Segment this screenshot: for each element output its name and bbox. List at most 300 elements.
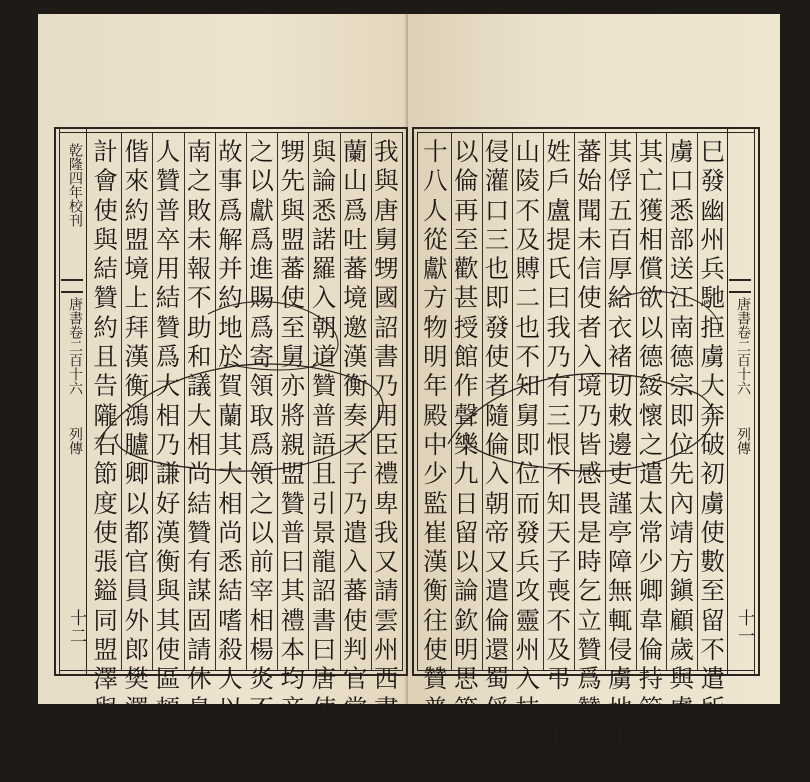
glyph: 以 [453,137,479,166]
right-text-frame [412,127,760,782]
glyph: 議 [186,371,212,401]
glyph: 思 [453,664,479,694]
glyph: 百 [607,224,633,254]
glyph: 位 [669,429,695,459]
glyph: 也 [546,722,571,752]
glyph: 報 [186,254,212,284]
glyph: 州 [515,635,541,665]
glyph: 偕 [124,137,150,166]
glyph: 西 [374,664,399,694]
glyph: 語 [311,429,337,459]
glyph: 尚 [218,517,243,547]
left_page-column-4 [279,137,307,752]
glyph: 德 [669,342,695,372]
glyph: 大 [218,459,243,489]
glyph: 爲 [249,224,274,254]
glyph: 陵 [515,166,541,196]
glyph: 度 [93,488,118,518]
glyph: 以 [124,488,150,518]
glyph: 喪 [546,576,571,606]
glyph: 作 [453,371,479,401]
glyph: 休 [186,664,212,694]
glyph: 賻 [515,254,541,284]
glyph: 不 [515,342,541,372]
glyph: 再 [453,195,479,225]
glyph: 朝 [484,488,510,518]
right-fish-tail-mark [729,279,751,293]
glyph: 與 [93,693,118,723]
glyph: 往 [423,605,448,635]
right_page-column-10 [421,137,449,782]
glyph: 諾 [311,224,337,254]
right-page [408,14,780,782]
left_page-column-1 [372,137,400,752]
glyph: 蕃 [342,576,368,606]
glyph: 隨 [484,400,510,430]
glyph: 破 [700,429,725,459]
glyph: 使 [155,635,181,665]
glyph: 內 [669,488,695,518]
glyph: 拒 [700,312,725,342]
glyph: 并 [218,254,243,284]
right_page-column-6 [545,137,573,752]
glyph: 地 [607,693,633,723]
glyph: 其 [280,576,306,606]
glyph: 普 [577,722,602,752]
glyph: 扶 [515,693,541,723]
glyph: 謙 [155,459,181,489]
glyph: 樊 [124,664,150,694]
left-margin-top-label: 乾隆四年校刊 [67,143,83,227]
glyph: 息 [186,693,212,723]
glyph: 官 [342,664,368,694]
glyph: 其 [607,137,633,166]
glyph: 又 [484,547,510,577]
glyph: 舅 [280,342,306,372]
glyph: 太 [638,488,664,518]
glyph: 贊 [93,283,118,313]
glyph: 地 [218,312,243,342]
glyph: 爲 [218,195,243,225]
glyph: 口 [484,195,510,225]
glyph: 贊 [155,722,181,752]
glyph: 殺 [218,635,243,665]
glyph: 是 [577,517,602,547]
glyph: 乃 [374,371,399,401]
glyph: 領 [249,371,274,401]
left_page-column-5 [248,137,276,752]
glyph: 大 [700,371,725,401]
glyph: 以 [638,312,664,342]
right-margin-title: 唐書卷二百十六 [735,297,751,395]
glyph: 炎 [249,664,274,694]
glyph: 乃 [155,429,181,459]
glyph: 數 [700,547,725,577]
glyph: 漢 [342,342,368,372]
glyph: 不 [546,459,571,489]
glyph: 南 [186,137,212,166]
glyph: 衡 [342,371,368,401]
glyph: 懷 [638,400,664,430]
glyph: 謹 [607,488,633,518]
glyph: 奔 [700,400,725,430]
glyph: 也 [484,254,510,284]
glyph: 曰 [280,547,306,577]
glyph: 宗 [669,371,695,401]
glyph: 相 [249,605,274,635]
glyph: 人 [218,664,243,694]
glyph: 書 [374,342,399,372]
glyph: 帝 [280,693,306,723]
glyph: 前 [249,547,274,577]
glyph: 盟 [280,224,306,254]
glyph: 且 [93,342,118,372]
glyph: 贊 [155,312,181,342]
glyph: 少 [638,547,664,577]
glyph: 至 [280,312,306,342]
glyph: 使 [93,195,118,225]
glyph: 侵 [484,137,510,166]
glyph: 上 [124,283,150,313]
glyph: 與 [155,576,181,606]
glyph: 倫 [453,166,479,196]
glyph: 一 [546,693,571,723]
glyph: 子 [342,459,368,489]
glyph: 於 [218,342,243,372]
glyph: 普 [280,517,306,547]
right_page-column-3 [637,137,665,752]
glyph: 之 [249,488,274,518]
glyph: 結 [155,283,181,313]
glyph: 盟 [93,635,118,665]
glyph: 爲 [124,722,150,752]
glyph: 山 [515,137,541,166]
glyph: 賀 [374,722,399,752]
glyph: 贊 [155,166,181,196]
glyph: 不 [515,195,541,225]
glyph: 及 [546,635,571,665]
glyph: 澤 [93,664,118,694]
glyph: 相 [218,488,243,518]
glyph: 蘭 [218,400,243,430]
glyph: 即 [669,400,695,430]
glyph: 右 [93,429,118,459]
glyph: 贊 [577,635,602,665]
glyph: 且 [311,459,337,489]
glyph: 與 [669,664,695,694]
glyph: 蕃 [342,254,368,284]
glyph: 邊 [607,429,633,459]
glyph: 贊 [577,693,602,723]
glyph: 顧 [669,605,695,635]
glyph: 五 [607,195,633,225]
glyph: 結 [93,254,118,284]
glyph: 賜 [249,283,274,313]
glyph: 羅 [311,254,337,284]
glyph: 江 [669,283,695,313]
glyph: 灌 [484,166,510,196]
glyph: 送 [669,254,695,284]
glyph: 障 [607,547,633,577]
glyph: 頰 [155,693,181,723]
glyph: 有 [546,371,571,401]
glyph: 用 [374,400,399,430]
glyph: 澤 [124,693,150,723]
glyph: 發 [484,312,510,342]
glyph: 提 [546,224,571,254]
glyph: 境 [577,371,602,401]
glyph: 漢 [423,547,448,577]
right_page-column-4 [606,137,634,752]
glyph: 本 [280,635,306,665]
glyph: 時 [577,547,602,577]
glyph: 常 [638,517,664,547]
glyph: 相 [186,429,212,459]
glyph: 故 [218,137,243,166]
glyph: 甥 [280,137,306,166]
glyph: 入 [311,283,337,313]
glyph: 詔 [374,312,399,342]
glyph: 與 [280,195,306,225]
glyph: 使 [700,517,725,547]
glyph: 雲 [374,605,399,635]
right_page-column-5 [575,137,603,752]
glyph: 子 [546,547,571,577]
left_page-column-7 [185,137,213,752]
glyph: 賀 [218,371,243,401]
glyph: 位 [515,459,541,489]
glyph: 用 [155,254,181,284]
glyph: 俘 [700,722,725,752]
right_page-column-9 [452,137,480,752]
glyph: 知 [515,371,541,401]
glyph: 留 [453,517,479,547]
glyph: 入 [515,664,541,694]
glyph: 贊 [423,664,448,694]
glyph: 蜀 [484,664,510,694]
glyph: 使 [423,635,448,665]
glyph: 鴻 [124,400,150,430]
glyph: 外 [124,605,150,635]
glyph: 俘 [484,693,510,723]
glyph: 悉 [218,547,243,577]
glyph: 猥 [423,722,448,752]
glyph: 欽 [453,605,479,635]
glyph: 龍 [311,547,337,577]
glyph: 卑 [374,488,399,518]
glyph: 甚 [453,283,479,313]
glyph: 衡 [423,576,448,606]
glyph: 普 [155,195,181,225]
glyph: 九 [453,459,479,489]
glyph: 五 [453,722,479,752]
right-folio-number: 十一 [734,609,754,645]
glyph: 我 [374,517,399,547]
glyph: 解 [218,224,243,254]
glyph: 蘭 [342,137,368,166]
glyph: 等 [453,693,479,723]
glyph: 亡 [638,166,664,196]
glyph: 給 [607,283,633,313]
glyph: 取 [249,400,274,430]
glyph: 倫 [484,429,510,459]
glyph: 文 [515,722,541,752]
glyph: 切 [607,371,633,401]
glyph: 發 [700,166,725,196]
glyph: 信 [577,254,602,284]
glyph: 德 [638,342,664,372]
glyph: 普 [423,693,448,723]
glyph: 鎰 [93,576,118,606]
glyph: 邊 [186,722,212,752]
glyph: 張 [93,547,118,577]
glyph: 确 [669,722,695,752]
glyph: 入 [577,342,602,372]
glyph: 衣 [607,312,633,342]
glyph: 天 [342,429,368,459]
glyph: 入 [342,547,368,577]
glyph: 兵 [700,254,725,284]
glyph: 曰 [311,635,337,665]
glyph: 至 [311,722,337,752]
glyph: 都 [124,517,150,547]
glyph: 授 [453,312,479,342]
glyph: 吐 [607,722,633,752]
glyph: 曰 [423,752,448,782]
glyph: 幽 [700,195,725,225]
glyph: 會 [93,166,118,196]
glyph: 境 [342,283,368,313]
glyph: 崔 [423,517,448,547]
glyph: 使 [280,283,306,313]
glyph: 天 [546,517,571,547]
glyph: 持 [638,664,664,694]
glyph: 虜 [669,693,695,723]
glyph: 聲 [453,400,479,430]
glyph: 亦 [280,371,306,401]
glyph: 好 [155,488,181,518]
glyph: 悉 [311,195,337,225]
glyph: 馳 [700,283,725,313]
glyph: 歲 [669,635,695,665]
right-margin-section: 列傳 [735,427,751,455]
glyph: 兵 [515,547,541,577]
glyph: 結 [93,722,118,752]
glyph: 使 [342,605,368,635]
glyph: 書 [311,605,337,635]
glyph: 三 [484,224,510,254]
right_page-column-2 [668,137,696,752]
glyph: 曰 [546,283,571,313]
glyph: 不 [546,605,571,635]
glyph: 靖 [669,517,695,547]
left-fish-tail-mark [61,279,83,293]
left_page-column-10 [92,137,120,752]
glyph: 侵 [607,635,633,665]
glyph: 不 [186,283,212,313]
glyph: 敕 [607,400,633,430]
glyph: 歸 [638,722,664,752]
glyph: 隴 [93,400,118,430]
glyph: 三 [546,400,571,430]
glyph: 留 [700,605,725,635]
glyph: 不 [700,635,725,665]
glyph: 之 [186,166,212,196]
glyph: 恨 [546,429,571,459]
glyph: 獲 [638,195,664,225]
glyph: 蕃 [280,254,306,284]
glyph: 州 [374,635,399,665]
glyph: 盧 [546,195,571,225]
glyph: 甥 [374,254,399,284]
glyph: 和 [186,342,212,372]
glyph: 州 [700,224,725,254]
glyph: 論 [453,576,479,606]
glyph: 還 [484,635,510,665]
glyph: 立 [577,605,602,635]
glyph: 明 [453,635,479,665]
glyph: 約 [93,312,118,342]
glyph: 人 [423,195,448,225]
glyph: 氏 [546,254,571,284]
glyph: 我 [546,312,571,342]
left_page-column-6 [216,137,244,752]
glyph: 奏 [342,400,368,430]
glyph: 卒 [155,224,181,254]
glyph: 漢 [155,517,181,547]
glyph: 臣 [374,429,399,459]
glyph: 虜 [484,722,510,752]
glyph: 卿 [638,576,664,606]
glyph: 論 [311,166,337,196]
glyph: 年 [423,371,448,401]
glyph: 盟 [280,459,306,489]
glyph: 之 [249,137,274,166]
glyph: 爲 [249,312,274,342]
glyph: 始 [577,166,602,196]
right_page-column-8 [483,137,511,752]
glyph: 乃 [577,400,602,430]
glyph: 者 [484,371,510,401]
glyph: 判 [342,635,368,665]
left_page-column-8 [154,137,182,752]
glyph: 發 [515,517,541,547]
glyph: 寄 [249,342,274,372]
glyph: 爲 [342,195,368,225]
glyph: 攻 [515,576,541,606]
glyph: 吐 [342,224,368,254]
glyph: 節 [93,459,118,489]
glyph: 褚 [607,342,633,372]
glyph: 中 [423,429,448,459]
glyph: 通 [249,722,274,752]
glyph: 約 [124,195,150,225]
glyph: 也 [515,312,541,342]
glyph: 十 [423,137,448,166]
left-margin-strip [59,129,87,674]
left-margin-title: 唐書卷二百十六 [67,297,83,395]
glyph: 盡 [374,693,399,723]
glyph: 乞 [577,576,602,606]
glyph: 詔 [311,576,337,606]
glyph: 以 [249,517,274,547]
glyph: 區 [155,664,181,694]
glyph: 楊 [249,635,274,665]
glyph: 舅 [515,400,541,430]
glyph: 贊 [280,488,306,518]
glyph: 獻 [423,254,448,284]
glyph: 均 [280,664,306,694]
